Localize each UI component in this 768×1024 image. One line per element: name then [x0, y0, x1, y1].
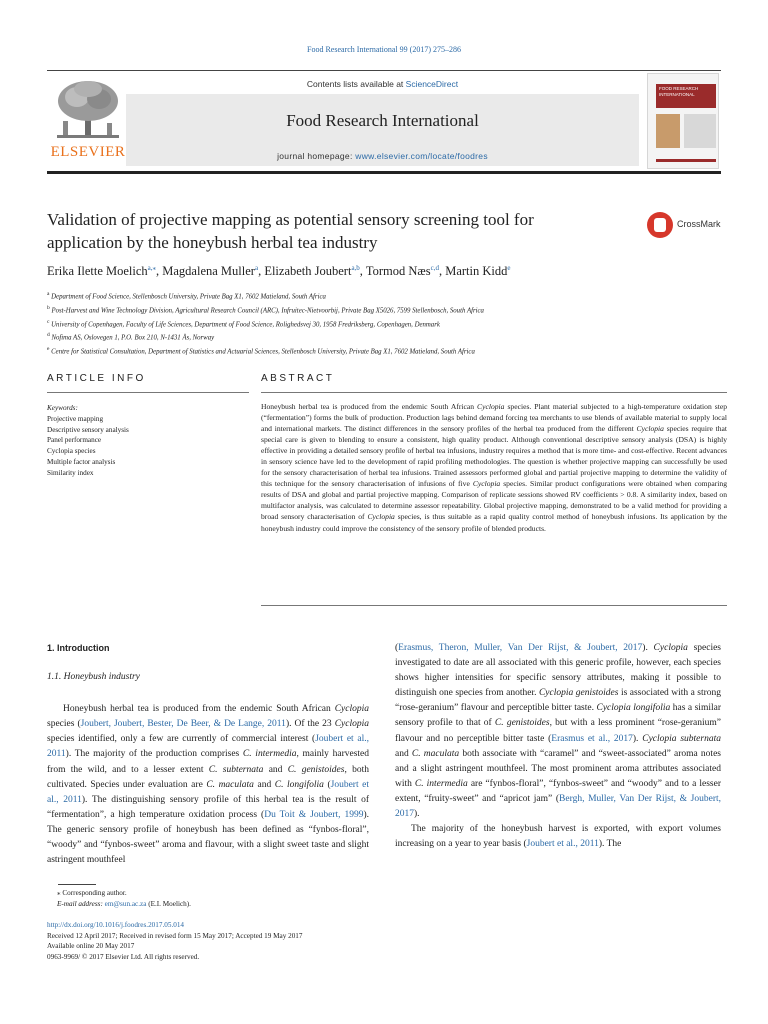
affiliation-marker: b: [47, 304, 50, 311]
citation-link[interactable]: Erasmus et al., 2017: [551, 733, 633, 744]
contents-available: [126, 79, 639, 89]
masthead-top-rule: [47, 70, 721, 71]
keyword-item: Descriptive sensory analysis: [47, 425, 129, 434]
citation-link[interactable]: Du Toit & Joubert, 1999: [264, 809, 364, 820]
email-link[interactable]: em@sun.ac.za: [104, 899, 147, 908]
keyword-item: Cyclopia species: [47, 447, 96, 456]
body-paragraph: The majority of the honeybush harvest is exported, with export volumes increasing on a year to year basis (Joubert et al., 2011). The: [395, 824, 721, 850]
author-separator: ,: [438, 264, 446, 279]
cover-title: FOOD RESEARCH INTERNATIONAL: [656, 84, 716, 108]
available-online-date: Available online 20 May 2017: [47, 942, 135, 950]
author-list: [47, 264, 727, 279]
citation-link[interactable]: Joubert et al., 2011: [526, 839, 599, 850]
affiliation-list: [47, 289, 727, 358]
copyright-notice: 0963-9969/ © 2017 Elsevier Ltd. All rights reserved.: [47, 952, 200, 961]
elsevier-tree-icon: [49, 77, 127, 143]
citation-link[interactable]: Joubert, Joubert, Bester, De Beer, & De Lange, 2011: [80, 719, 286, 730]
body-column-right: [395, 641, 721, 852]
body-paragraph: Honeybush herbal tea is produced from the endemic South African Cyclopia species (Joubert, Joubert, Bester, De Beer, & De Lange, 2011). Of the 23 Cyclopia species identified, only a few are currently of commercial interest (Joubert et al., 2011). The majority of the production comprises C. intermedia, mainly harvested from the wild, and to a lesser extent C. subternata and C. genistoides, both cultivated. Species under evaluation are C. maculata and C. longifolia (Joubert et al., 2011). The distinguishing sensory profile of this herbal tea is the result of “fermentation”, a high temperature oxidation process (Du Toit & Joubert, 1999). The generic sensory profile of honeybush has been defined as “fynbos-floral”, “woody” and “fynbos-sweet” aroma and flavour, with a slight sweet taste and slight astringent mouthfeel: [47, 704, 370, 866]
footnote-rule: [58, 884, 96, 885]
author-separator: ,: [359, 264, 366, 279]
keyword-item: Projective mapping: [47, 414, 104, 423]
citation-link[interactable]: Erasmus, Theron, Muller, Van Der Rijst, & Joubert, 2017: [398, 643, 643, 653]
affiliation-text: Nofima AS, Oslovegen 1, P.O. Box 210, N-1431 Ås, Norway: [49, 334, 215, 342]
affiliation-text: University of Copenhagen, Faculty of Life Sciences, Department of Food Science, Rolighedsvej 30, 1958 Fredriksberg, Copenhagen, Denmark: [49, 320, 440, 328]
email-note: [47, 899, 727, 910]
section-heading-introduction: 1. Introduction: [47, 643, 110, 653]
keywords-block: [47, 403, 247, 479]
corresponding-author-note: ⁎ Corresponding author.: [57, 889, 127, 897]
cover-bar: [656, 159, 716, 162]
email-label: E-mail address:: [57, 899, 103, 908]
citation-link[interactable]: Bergh, Muller, Van Der Rijst, & Joubert, 2017: [395, 793, 722, 820]
cover-image: [656, 114, 680, 148]
affiliation-text: Post-Harvest and Wine Technology Division, Agricultural Research Council (ARC), Infruitec-Nietvoorbij, Private Bag X5026, 7599 Stellenbosch, South Africa: [49, 307, 484, 315]
body-paragraph: (Erasmus, Theron, Muller, Van Der Rijst, & Joubert, 2017). Cyclopia species investigated to date are all associated with this generic profile, however, each species shows higher intensities for specific sensory attributes, making it possible to distinguish one species from another. Cyclopia genistoides is associated with a strong “rose-geranium” flavour and perceptible bitter taste. Cyclopia longifolia has a similar sensory profile to that of C. genistoides, but with a less prominent “rose-geranium” flavour and no perceptible bitter taste (Erasmus et al., 2017). Cyclopia subternata and C. maculata both associate with “caramel” and “sweet-associated” aroma notes and a slight astringent mouthfeel. The most prominent aroma attributes associated with C. intermedia are “fynbos-floral”, “fynbos-sweet” and “woody” and to a lesser extent, “fruity-sweet” and “apricot jam” (Bergh, Muller, Van Der Rijst, & Joubert, 2017).: [395, 643, 722, 820]
article-info-rule: [47, 392, 249, 393]
elsevier-logo[interactable]: [49, 77, 127, 161]
affiliation-item: [47, 303, 727, 317]
keyword-item: Panel performance: [47, 436, 102, 445]
author-affiliation-marker[interactable]: a: [254, 264, 259, 272]
email-suffix: (E.I. Moelich).: [146, 899, 191, 908]
crossmark-label: CrossMark: [677, 219, 721, 229]
author-name[interactable]: Elizabeth Joubert: [264, 264, 352, 279]
author-name[interactable]: Martin Kidd: [445, 264, 508, 279]
article-info-heading: ARTICLE INFO: [47, 373, 146, 384]
body-column-left: [47, 641, 369, 868]
affiliation-item: [47, 344, 727, 358]
author-separator: ,: [156, 264, 163, 279]
publication-info: [47, 920, 727, 962]
affiliation-item: [47, 317, 727, 331]
homepage-link[interactable]: www.elsevier.com/locate/foodres: [355, 151, 488, 161]
journal-cover-thumbnail[interactable]: [647, 73, 719, 169]
cover-image-secondary: [684, 114, 716, 148]
keywords-label: Keywords:: [47, 404, 78, 412]
abstract-heading: ABSTRACT: [261, 373, 335, 384]
received-dates: Received 12 April 2017; Received in revised form 15 May 2017; Accepted 19 May 2017: [47, 931, 303, 940]
footnotes: [47, 888, 727, 909]
sciencedirect-link[interactable]: ScienceDirect: [405, 79, 459, 89]
article-title: Validation of projective mapping as potential sensory screening tool for application by the honeybush herbal tea industry: [47, 210, 534, 252]
affiliation-marker: c: [47, 318, 50, 325]
affiliation-marker: a: [47, 291, 50, 297]
masthead-bottom-rule: [47, 171, 721, 174]
affiliation-item: [47, 330, 727, 344]
author-separator: ,: [258, 264, 265, 279]
journal-homepage: [126, 151, 639, 161]
keyword-item: Similarity index: [47, 468, 94, 477]
journal-title: Food Research International: [286, 111, 479, 130]
author-affiliation-marker[interactable]: a,b: [351, 264, 360, 272]
crossmark-button[interactable]: [647, 212, 727, 242]
author-name[interactable]: Tormod Næs: [365, 264, 431, 279]
journal-reference-link[interactable]: Food Research International 99 (2017) 275–286: [307, 45, 461, 54]
crossmark-icon: [647, 212, 673, 238]
citation-link[interactable]: Joubert et al., 2011: [47, 779, 369, 805]
journal-masthead: [47, 70, 721, 174]
author-affiliation-marker[interactable]: a,⁎: [147, 264, 157, 272]
affiliation-text: Centre for Statistical Consultation, Department of Statistics and Actuarial Sciences, Stellenbosch University, Private Bag X1, 7602 Matieland, South Africa: [49, 348, 475, 356]
abstract-rule: [261, 392, 727, 393]
author-affiliation-marker[interactable]: e: [507, 264, 511, 272]
affiliation-marker: e: [47, 346, 50, 353]
contents-prefix: Contents lists available at: [306, 79, 406, 89]
affiliation-item: [47, 289, 727, 303]
affiliation-text: Department of Food Science, Stellenbosch University, Private Bag X1, 7602 Matieland, South Africa: [49, 293, 326, 301]
author-affiliation-marker[interactable]: c,d: [430, 264, 439, 272]
author-name[interactable]: Erika Ilette Moelich: [47, 264, 148, 279]
abstract-bottom-rule: [261, 605, 727, 606]
abstract-text: Honeybush herbal tea is produced from the endemic South African Cyclopia species. Plant material subjected to a high-temperature oxidation step (“fermentation”) forms the bulk of production. Production lags behind demand forcing tea merchants to use blends of available material to supply local and international markets. The distinct differences in the sensory profiles of the herbal tea produced from the different Cyclopia species require that special care is given to blending to ensure a consistent, high quality product. Although conventional descriptive sensory analysis (DSA) is highly effective in providing a detailed sensory profile of herbal tea infusions, industry requires a method that is more time- and cost-effective. Recent advances in sensory science have led to the development of rapid profiling methodologies. The question is whether projective mapping can successfully be used for the sensory characterisation of herbal tea infusions. Trained assessors performed global and partial projective mapping to determine the validity of this technique for the sensory characterisation of infusions of five Cyclopia species. Similar product configurations were obtained when comparing results of DSA and global and partial projective mapping. Comparison of replicate sessions showed RV coefficients > 0.8. A similarity index, based on multifactor analysis, was calculated to determine assessor repeatability. Global projective mapping, demonstrated to be a valid method for providing a broad sensory characterisation of Cyclopia species, is thus suitable as a rapid quality control method of honeybush infusions. Its application by the honeybush industry could improve the consistency of the sensory profile of blended products.: [261, 402, 727, 533]
affiliation-marker: d: [47, 332, 50, 339]
author-name[interactable]: Magdalena Muller: [162, 264, 255, 279]
doi-link[interactable]: http://dx.doi.org/10.1016/j.foodres.2017.05.014: [47, 921, 185, 929]
subsection-heading-honeybush-industry: 1.1. Honeybush industry: [47, 672, 140, 683]
keywords-list: [47, 414, 247, 479]
citation-link[interactable]: Joubert et al., 2011: [47, 734, 369, 760]
homepage-prefix: journal homepage:: [277, 151, 356, 161]
keyword-item: Multiple factor analysis: [47, 457, 116, 466]
publisher-wordmark: ELSEVIER: [50, 144, 126, 160]
